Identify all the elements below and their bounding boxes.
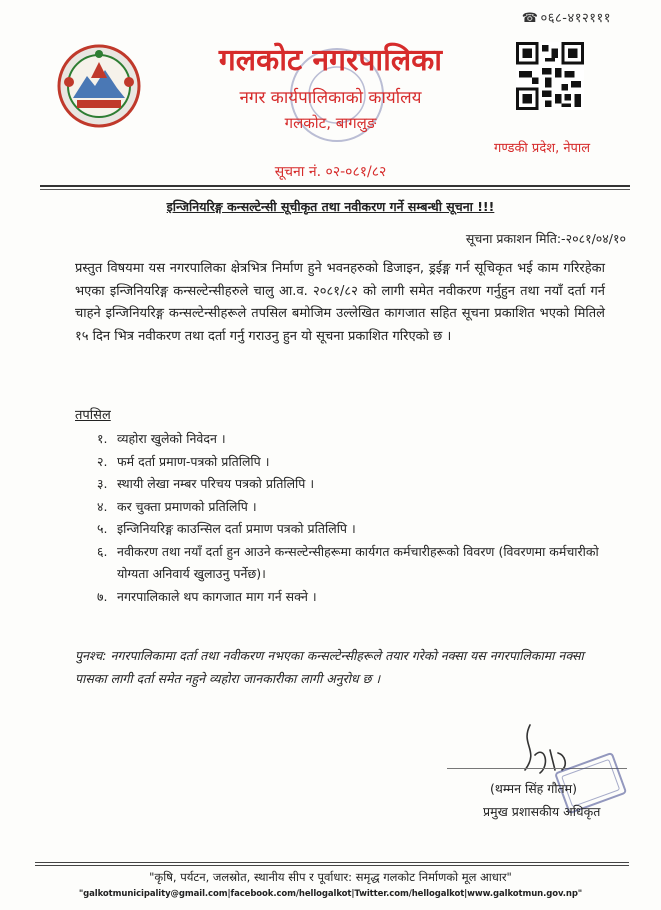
notice-subject-text: इन्जिनियरिङ्ग कन्सल्टेन्सी सूचीकृत तथा नवीकरण गर्ने सम्बन्धी सूचना !!! — [166, 199, 495, 214]
footer-contacts: "galkotmunicipality@gmail.com|facebook.com/hellogalkot|Twitter.com/hellogalkot|www.galkotmun.gov.np" — [78, 889, 583, 899]
header-divider-thin — [40, 189, 630, 190]
requirements-list — [97, 428, 617, 608]
notice-subject — [0, 198, 661, 215]
header-divider — [40, 185, 630, 187]
list-item-number: ६. — [97, 543, 108, 559]
signatory-title: प्रमुख प्रशासकीय अधिकृत — [483, 804, 601, 819]
office-name: नगर कार्यपालिकाको कार्यालय — [239, 88, 422, 108]
publication-date: सूचना प्रकाशन मिति:-२०८१/०४/१० — [465, 231, 626, 246]
list-item-text: व्यहोरा खुलेको निवेदन । — [117, 431, 226, 446]
list-item-number: ७. — [97, 588, 108, 604]
list-item-number: ५. — [97, 521, 108, 536]
notice-number: सूचना नं. ०२-०८१/८२ — [274, 164, 387, 180]
list-item — [97, 586, 617, 609]
notice-body: प्रस्तुत विषयमा यस नगरपालिका क्षेत्रभित्र निर्माण हुने भवनहरुको डिजाइन, ड्रईङ्ग गर्न सूचिकृत भई काम गरिरहेका भएका इन्जिनियरिङ्ग कन्सल्टेन्सीहरुले चालु आ.व. २०८१/८२ को लागी समेत नवीकरण गर्नुहुन तथा नयाँ दर्ता गर्न चाहने इन्जिनियरिङ्ग कन्सल्टेन्सीहरूले तपसिल बमोजिम उल्लेखित कागजात सहित सूचना प्रकाशित भएको मितिले १५ दिन भित्र नवीकरण तथा दर्ता गर्नु गराउनु हुन यो सूचना प्रकाशित गरिएको छ । — [75, 261, 605, 344]
list-item — [97, 451, 617, 474]
phone-text: ०६८-४१२१११ — [540, 11, 611, 26]
footer-divider — [35, 862, 629, 863]
list-item-text: कर चुक्ता प्रमाणको प्रतिलिपि । — [117, 498, 257, 514]
qr-code-icon — [516, 42, 584, 110]
phone-icon: ☎ — [521, 11, 539, 26]
list-item-text: नवीकरण तथा नयाँ दर्ता हुन आउने कन्सल्टेन्सीहरूमा कार्यगत कर्मचारीहरूको विवरण (विवरणमा कर्मचारीको योग्यता अनिवार्य खुलाउनु पर्नेछ)। — [117, 543, 599, 581]
footer-divider-thin — [35, 865, 629, 866]
list-item-text: फर्म दर्ता प्रमाण-पत्रको प्रतिलिपि । — [117, 453, 270, 469]
province-name: गण्डकी प्रदेश, नेपाल — [494, 141, 591, 156]
footer-motto: "कृषि, पर्यटन, जलस्रोत, स्थानीय सीप र पूर्वाधार: समृद्ध गलकोट निर्माणको मूल आधार" — [149, 870, 512, 884]
phone-number — [522, 8, 611, 26]
list-item-number: १. — [97, 431, 108, 446]
list-item-number: ३. — [97, 476, 108, 491]
tapasil-heading: तपसिल — [75, 408, 111, 423]
list-item-text: नगरपालिकाले थप कागजात माग गर्न सक्ने । — [117, 588, 317, 604]
signatory-name: (थम्मन सिंह गौतम) — [490, 781, 578, 796]
list-item-number: ४. — [97, 498, 108, 514]
list-item-text: स्थायी लेखा नम्बर परिचय पत्रको प्रतिलिपि । — [117, 476, 315, 491]
list-item-text: इन्जिनियरिङ्ग काउन्सिल दर्ता प्रमाण पत्रको प्रतिलिपि । — [117, 521, 356, 536]
footnote-pss: पुनश्च: नगरपालिकामा दर्ता तथा नवीकरण नभएका कन्सल्टेन्सीहरूले तयार गरेको नक्सा यस नगरपालिकामा नक्सा पासका लागी दर्ता समेत नहुने व्यहोरा जानकारीका लागी अनुरोध छ । — [75, 648, 584, 686]
office-address: गलकोट, बागलुङ — [284, 114, 377, 132]
list-item — [97, 518, 617, 541]
list-item — [97, 428, 617, 451]
list-item — [97, 473, 617, 496]
municipality-title: गलकोट नगरपालिका — [218, 43, 443, 78]
list-item-number: २. — [97, 453, 108, 469]
list-item — [97, 541, 617, 586]
list-item — [97, 496, 617, 519]
